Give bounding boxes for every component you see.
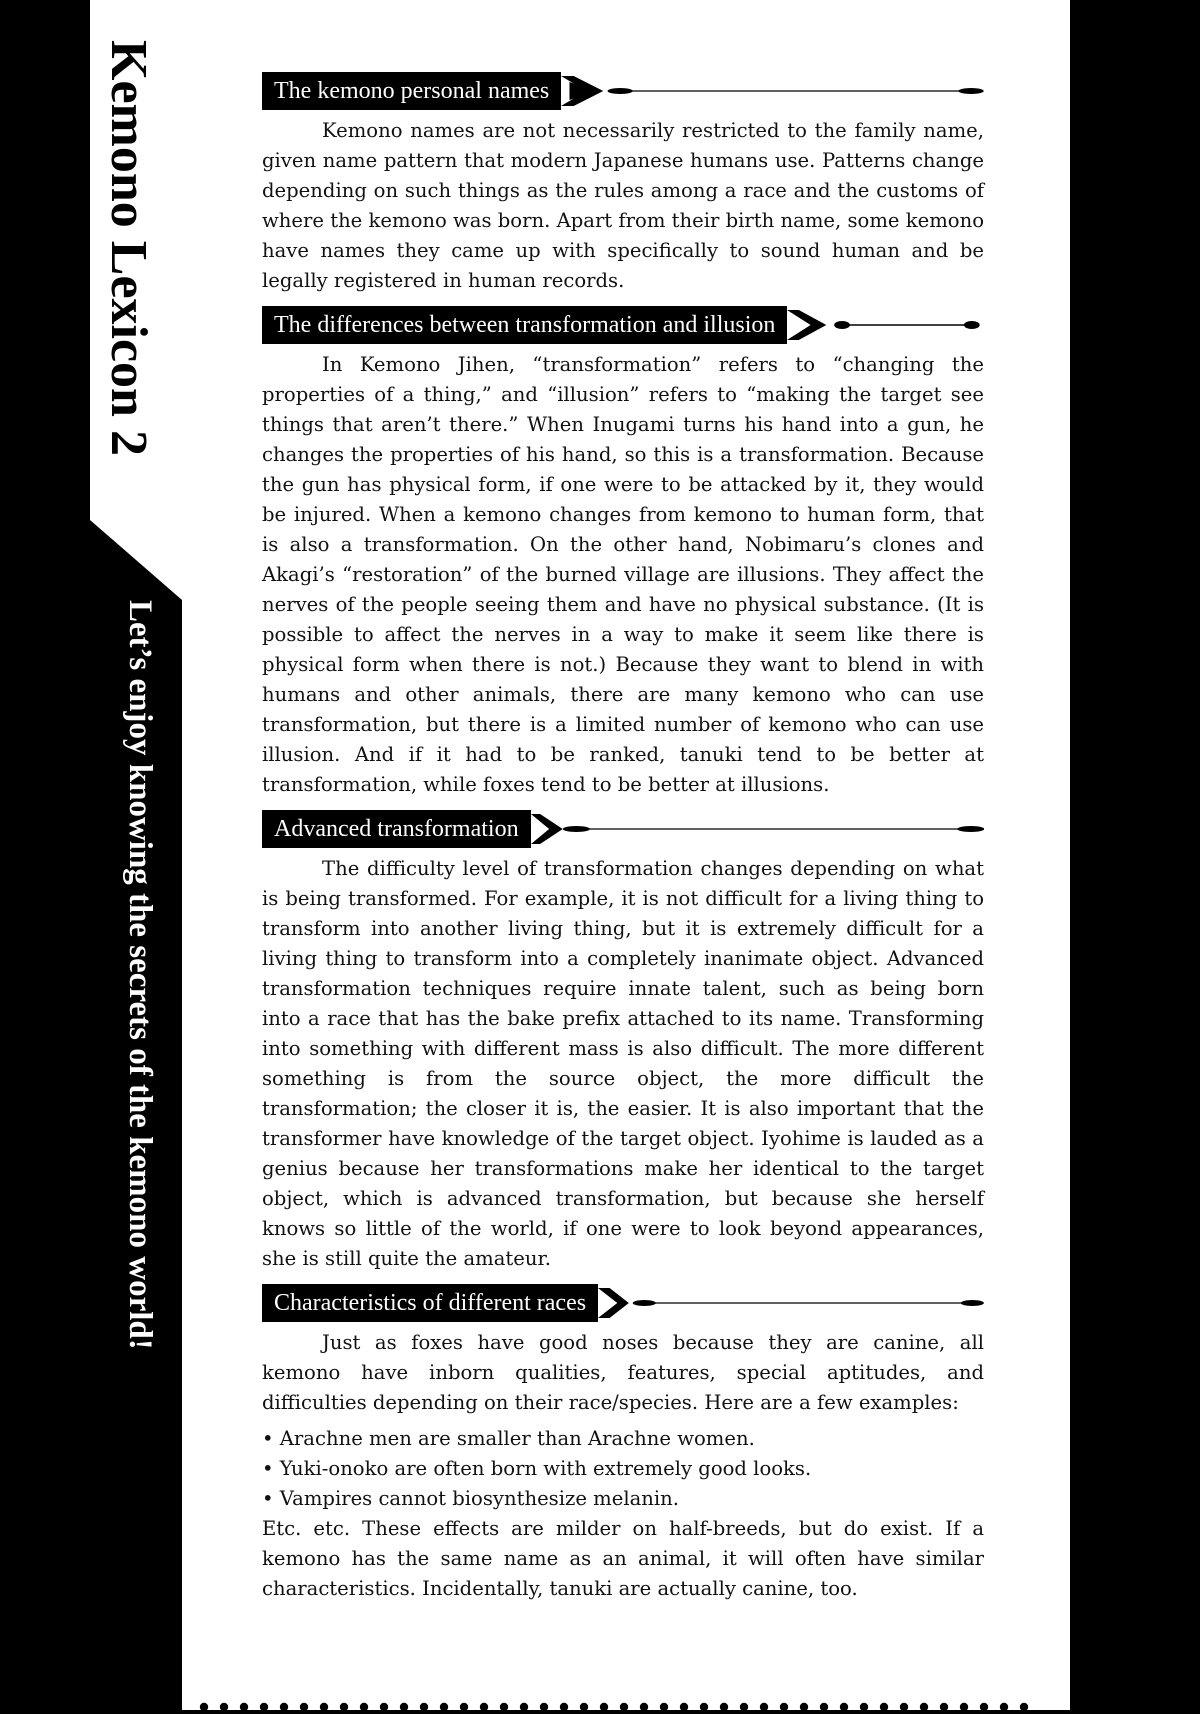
section-transformation-illusion: [262, 306, 984, 800]
section-outro: Etc. etc. These effects are milder on half-breeds, but do exist. If a kemono has the same name as an animal, it will often have similar characteristics. Incidentally, tanuki are actually canine, too.: [262, 1517, 984, 1600]
arrow-divider-icon: [787, 306, 984, 344]
lexicon-title: Kemono Lexicon 2: [100, 40, 157, 456]
arrow-divider-icon: [598, 1284, 984, 1322]
list-item: • Arachne men are smaller than Arachne women.: [262, 1427, 755, 1450]
list-item: • Vampires cannot biosynthesize melanin.: [262, 1487, 680, 1510]
section-paragraph: Kemono names are not necessarily restricted to the family name, given name pattern that modern Japanese humans use. Patterns change depending on such things as the rules among a race and the customs of where the kemono was born. Apart from their birth name, some kemono have names they came up with specifically to sound human and be legally registered in human records.: [262, 119, 984, 292]
lexicon-subtitle: Let’s enjoy knowing the secrets of the kemono world!: [122, 600, 158, 1350]
section-header: [262, 1284, 984, 1322]
section-intro: Just as foxes have good noses because they are canine, all kemono have inborn qualities, features, special aptitudes, and difficulties depending on their race/species. Here are a few examples:: [262, 1331, 984, 1414]
arrow-divider-icon: [561, 72, 984, 110]
dotted-footer-divider: [198, 1700, 1038, 1714]
arrow-divider-icon: [531, 810, 984, 848]
section-heading: The kemono personal names: [262, 72, 561, 110]
list-item: • Yuki-onoko are often born with extremely good looks.: [262, 1457, 812, 1480]
content: [262, 72, 984, 1614]
section-advanced-transformation: [262, 810, 984, 1274]
section-personal-names: [262, 72, 984, 296]
section-paragraph: The difficulty level of transformation changes depending on what is being transformed. For example, it is not difficult for a living thing to transform into another living thing, but it is extremely difficult for a living thing to transform into a completely inanimate object. Advanced transformation techniques require innate talent, such as being born into a race that has the bake prefix attached to its name. Transforming into something with different mass is also difficult. The more different something is from the source object, the more difficult the transformation; the closer it is, the easier. It is also important that the transformer have knowledge of the target object. Iyohime is lauded as a genius because her transformations make her identical to the target object, which is advanced transformation, but because she herself knows so little of the world, if one were to look beyond appearances, she is still quite the amateur.: [262, 857, 984, 1270]
section-heading: The differences between transformation and illusion: [262, 306, 787, 344]
section-header: [262, 306, 984, 344]
section-heading: Advanced transformation: [262, 810, 531, 848]
section-header: [262, 810, 984, 848]
section-heading: Characteristics of different races: [262, 1284, 598, 1322]
section-race-characteristics: [262, 1284, 984, 1604]
section-header: [262, 72, 984, 110]
section-paragraph: In Kemono Jihen, “transformation” refers to “changing the properties of a thing,” and “illusion” refers to “making the target see things that aren’t there.” When Inugami turns his hand into a gun, he changes the properties of his hand, so this is a transformation. Because the gun has physical form, if one were to be attacked by it, they would be injured. When a kemono changes from kemono to human form, that is also a transformation. On the other hand, Nobimaru’s clones and Akagi’s “restoration” of the burned village are illusions. They affect the nerves of the people seeing them and have no physical substance. (It is possible to affect the nerves in a way to make it seem like there is physical form when there is not.) Because they want to blend in with humans and other animals, there are many kemono who can use transformation, but there is a limited number of kemono who can use illusion. And if it had to be ranked, tanuki tend to be better at transformation, while foxes tend to be better at illusions.: [262, 353, 984, 796]
